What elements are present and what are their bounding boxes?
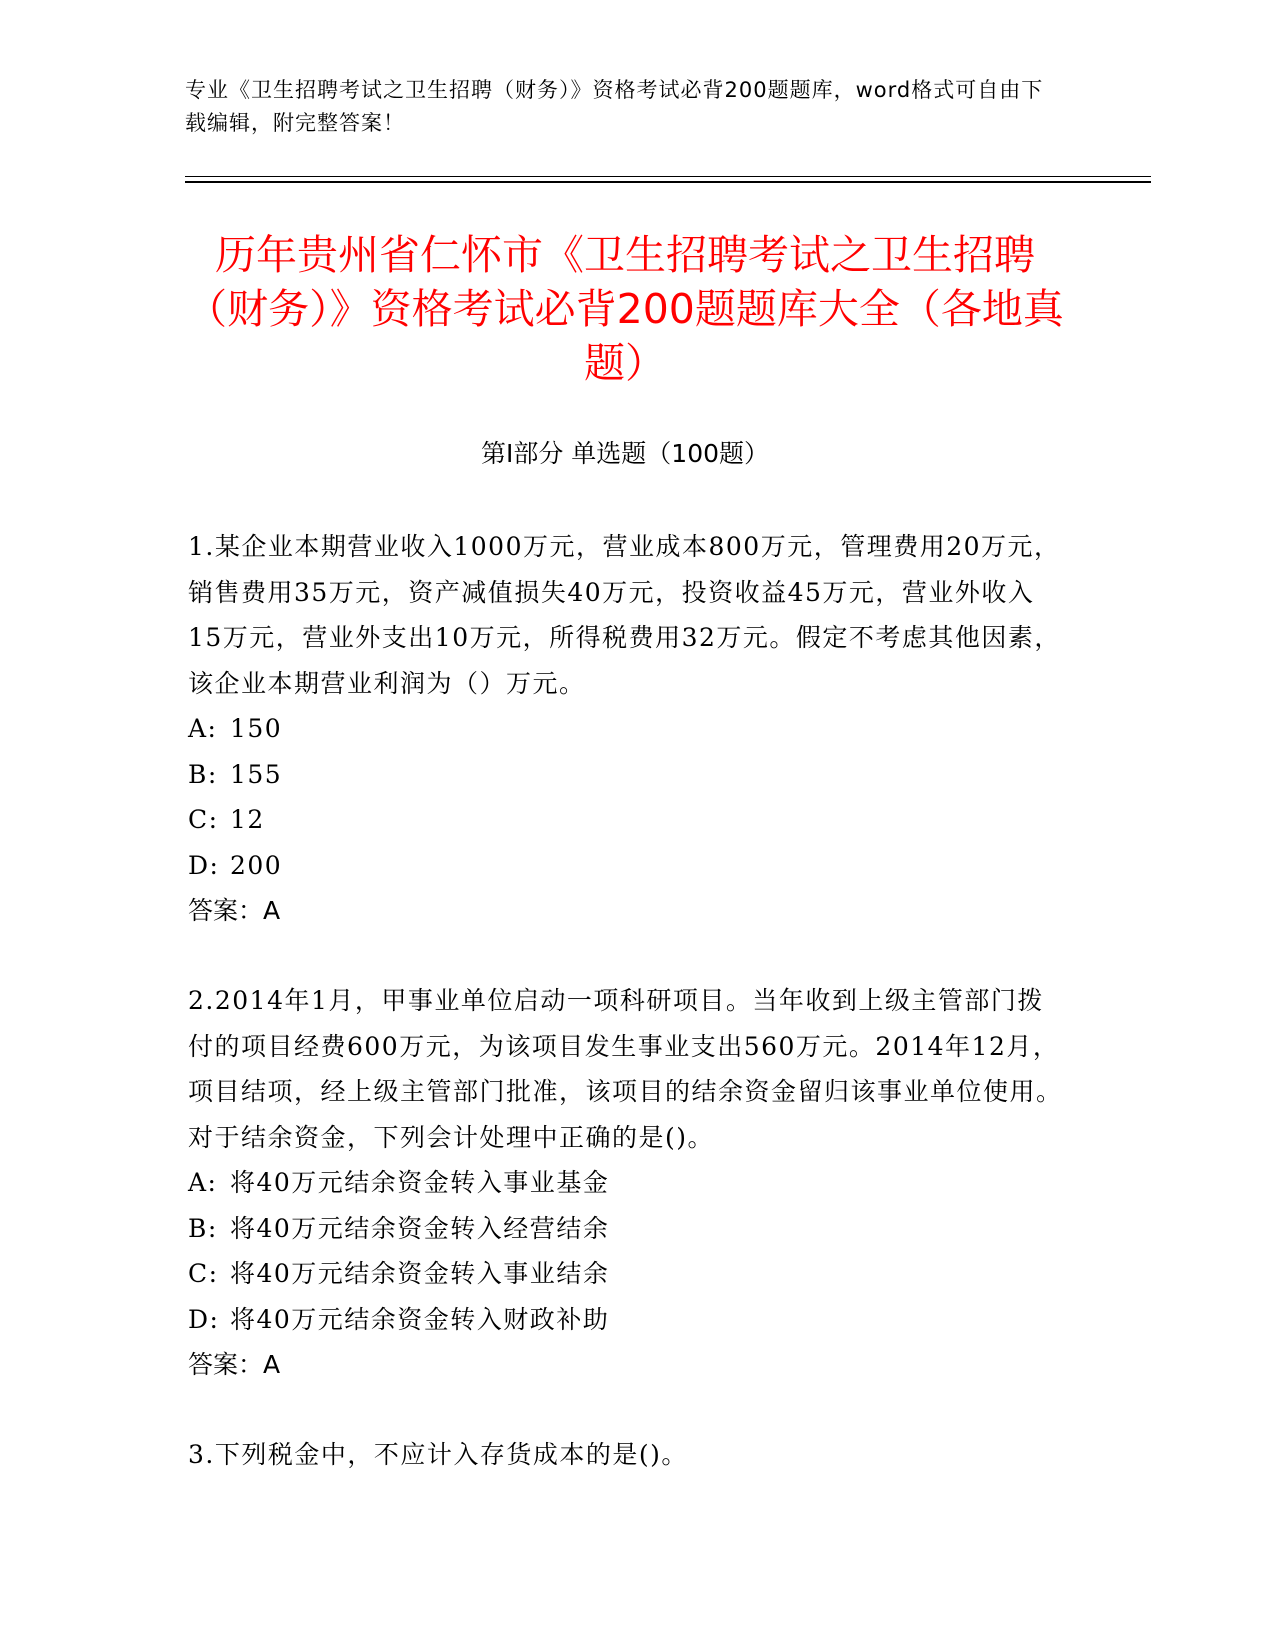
question-text: 2.2014年1月，甲事业单位启动一项科研项目。当年收到上级主管部门拨付的项目经费600万元，为该项目发生事业支出560万元。2014年12月，项目结项，经上级主管部门批准，该项目的结余资金留归该事业单位使用。对于结余资金，下列会计处理中正确的是()。 bbox=[188, 986, 1063, 1152]
option-text: 将40万元结余资金转入事业基金 bbox=[230, 1168, 610, 1197]
option-text: 200 bbox=[230, 850, 283, 880]
option-b bbox=[188, 752, 1068, 798]
option-text: 将40万元结余资金转入财政补助 bbox=[230, 1304, 610, 1334]
option-text: 将40万元结余资金转入经营结余 bbox=[230, 1213, 610, 1243]
answer: 答案：A bbox=[188, 1350, 281, 1379]
option-c bbox=[188, 797, 1068, 843]
answer: 答案：A bbox=[188, 896, 281, 925]
option-text: 150 bbox=[230, 714, 283, 743]
option-label: D: bbox=[188, 850, 220, 880]
option-c bbox=[188, 1251, 1068, 1297]
section-heading: 第I部分 单选题（100题） bbox=[480, 439, 770, 468]
option-label: C: bbox=[188, 1259, 219, 1288]
question-text: 3.下列税金中，不应计入存货成本的是()。 bbox=[188, 1440, 688, 1469]
question-1 bbox=[188, 524, 1068, 934]
option-text: 155 bbox=[230, 759, 283, 789]
option-a bbox=[188, 706, 1068, 752]
option-label: D: bbox=[188, 1304, 220, 1334]
question-2 bbox=[188, 978, 1068, 1388]
option-a bbox=[188, 1160, 1068, 1206]
document-title: 历年贵州省仁怀市《卫生招聘考试之卫生招聘（财务）》资格考试必背200题题库大全（各地真题） bbox=[186, 231, 1064, 387]
option-d bbox=[188, 1297, 1068, 1343]
option-text: 12 bbox=[230, 805, 265, 834]
header-note: 专业《卫生招聘考试之卫生招聘（财务）》资格考试必背200题题库，word格式可自由下载编辑，附完整答案！ bbox=[185, 78, 1044, 135]
option-text: 将40万元结余资金转入事业结余 bbox=[230, 1259, 610, 1288]
option-label: B: bbox=[188, 759, 218, 789]
question-text: 1.某企业本期营业收入1000万元，营业成本800万元，管理费用20万元，销售费用35万元，资产减值损失40万元，投资收益45万元，营业外收入15万元，营业外支出10万元，所得税费用32万元。假定不考虑其他因素，该企业本期营业利润为（）万元。 bbox=[188, 532, 1061, 698]
option-label: A: bbox=[188, 714, 218, 743]
header-divider-thick bbox=[185, 181, 1151, 183]
option-d bbox=[188, 843, 1068, 889]
option-label: A: bbox=[188, 1168, 218, 1197]
option-b bbox=[188, 1206, 1068, 1252]
question-3 bbox=[188, 1432, 1068, 1478]
option-label: C: bbox=[188, 805, 219, 834]
header-divider-thin bbox=[185, 176, 1151, 177]
option-label: B: bbox=[188, 1213, 218, 1243]
